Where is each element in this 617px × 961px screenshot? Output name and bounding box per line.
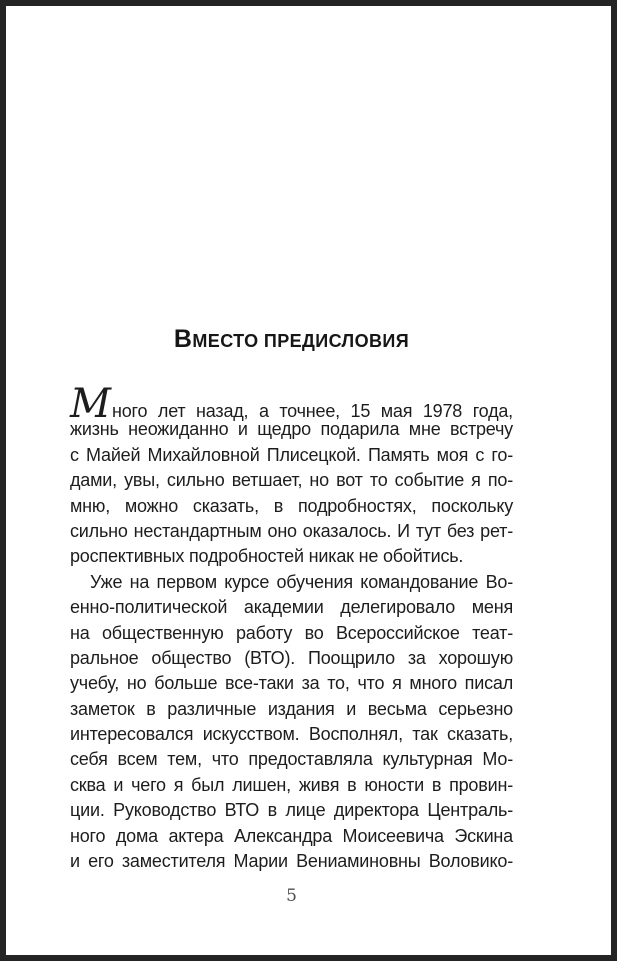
text-line: ции. Руководство ВТО в лице директора Централь- [70,800,513,821]
text-column [70,6,513,906]
text-line: роспективных подробностей никак не обойтись. [70,546,464,567]
heading-rest: МЕСТО ПРЕДИСЛОВИЯ [192,331,410,351]
text-line: Уже на первом курсе обучения командование Во- [90,571,513,592]
drop-cap-letter: М [70,381,111,427]
text-line: ральное общество (ВТО). Поощрило за хорошую [70,647,513,668]
line-text: ного лет назад, а точнее, 15 мая 1978 года, [111,401,513,421]
text-line: заметок в различные издания и весьма серьезно [70,698,513,719]
text-line [70,381,513,427]
heading-initial-letter: В [173,325,193,353]
text-line: енно-политической академии делегировало меня [70,597,513,618]
body-text [70,381,513,874]
text-line: ного дома актера Александра Моисеевича Эскина [70,825,513,846]
text-line: себя всем тем, что предоставляла культурная Мо- [70,749,513,770]
text-line: с Майей Михайловной Плисецкой. Память моя с го- [70,444,513,465]
text-line: на общественную работу во Всероссийское теат- [70,622,513,643]
text-line: дами, увы, сильно ветшает, но вот то событие я по- [70,470,513,491]
paragraph-1 [70,381,513,570]
text-line: и его заместителя Марии Вениаминовны Воловико- [70,851,513,872]
page-number: 5 [286,886,297,907]
text-line: сква и чего я был лишен, живя в юности в провин- [70,774,513,795]
chapter-heading [70,325,513,353]
text-line: сильно нестандартным оно оказалось. И тут без рет- [70,520,513,541]
text-line: учебу, но больше все-таки за то, что я много писал [70,673,513,694]
text-line: интересовался искусством. Восполнял, так сказать, [70,724,513,745]
text-line: мню, можно сказать, в подробностях, поскольку [70,495,513,516]
paragraph-2 [70,570,513,875]
text-line: жизнь неожиданно и щедро подарила мне встречу [70,419,513,440]
